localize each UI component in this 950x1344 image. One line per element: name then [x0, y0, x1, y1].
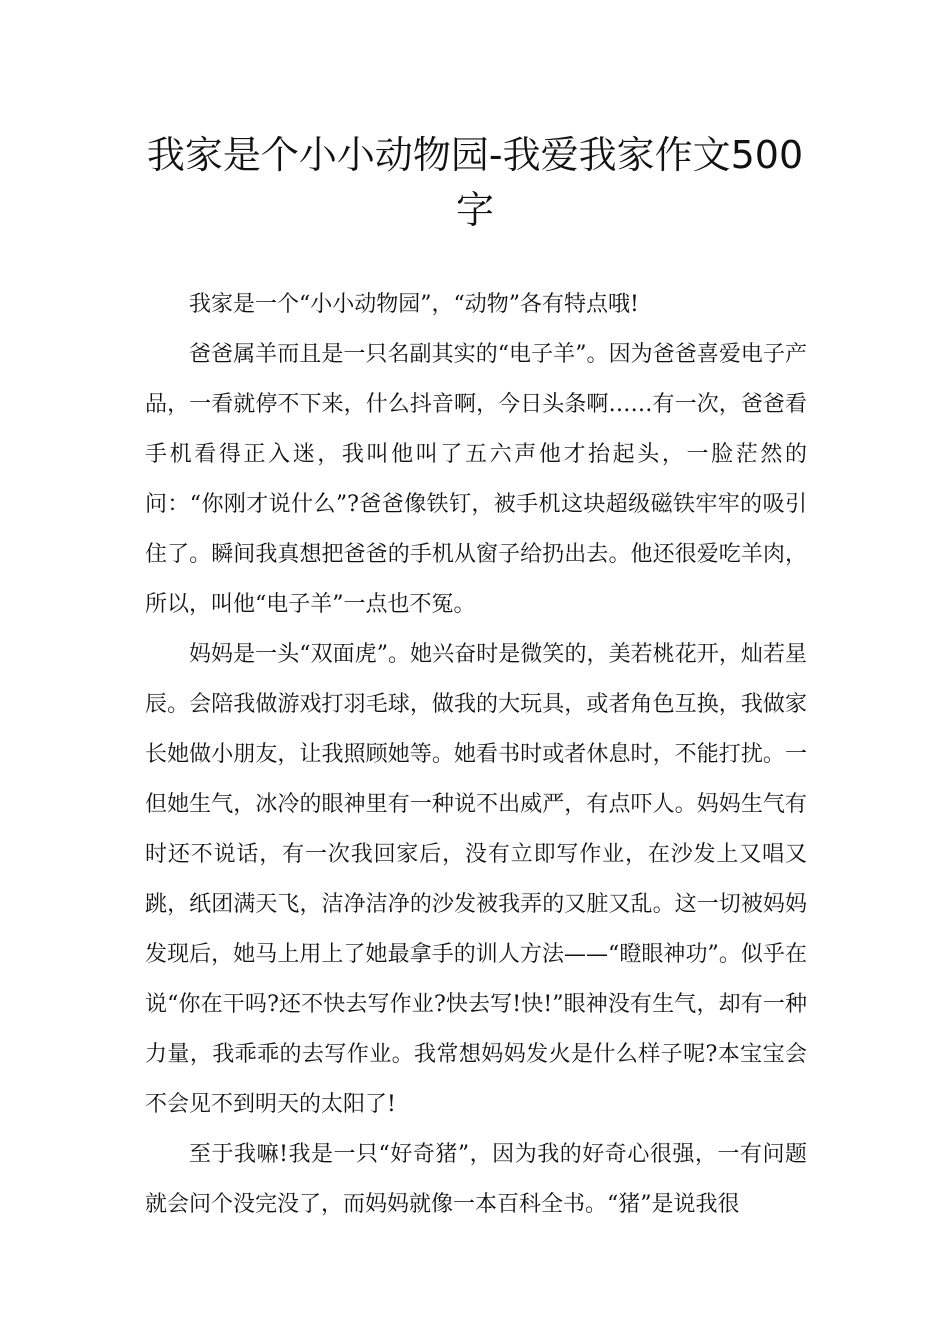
paragraph-father: 爸爸属羊而且是一只名副其实的“电子羊”。因为爸爸喜爱电子产品，一看就停不下来，什么抖音啊，今日头条啊……有一次，爸爸看手机看得正入迷，我叫他叫了五六声他才抬起头，一脸茫然的问：“你刚才说什么”?爸爸像铁钉，被手机这块超级磁铁牢牢的吸引住了。瞬间我真想把爸爸的手机从窗子给扔出去。他还很爱吃羊肉，所以，叫他“电子羊”一点也不冤。 — [145, 342, 807, 617]
paragraph-intro: 我家是一个“小小动物园”，“动物”各有特点哦! — [189, 292, 639, 317]
document-title: 我家是个小小动物园-我爱我家作文500字 — [146, 133, 804, 232]
paragraph-mother: 妈妈是一头“双面虎”。她兴奋时是微笑的，美若桃花开，灿若星辰。会陪我做游戏打羽毛球，做我的大玩具，或者角色互换，我做家长她做小朋友，让我照顾她等。她看书时或者休息时，不能打扰。一但她生气，冰冷的眼神里有一种说不出威严，有点吓人。妈妈生气有时还不说话，有一次我回家后，没有立即写作业，在沙发上又唱又跳，纸团满天飞，洁净洁净的沙发被我弄的又脏又乱。这一切被妈妈发现后，她马上用上了她最拿手的训人方法——“瞪眼神功”。似乎在说“你在干吗?还不快去写作业?快去写!快!”眼神没有生气，却有一种力量，我乖乖的去写作业。我常想妈妈发火是什么样子呢?本宝宝会不会见不到明天的太阳了! — [145, 642, 807, 1117]
paragraph-me: 至于我嘛!我是一只“好奇猪”，因为我的好奇心很强，一有问题就会问个没完没了，而妈妈就像一本百科全书。“猪”是说我很 — [145, 1142, 807, 1217]
document-body — [145, 280, 807, 1230]
